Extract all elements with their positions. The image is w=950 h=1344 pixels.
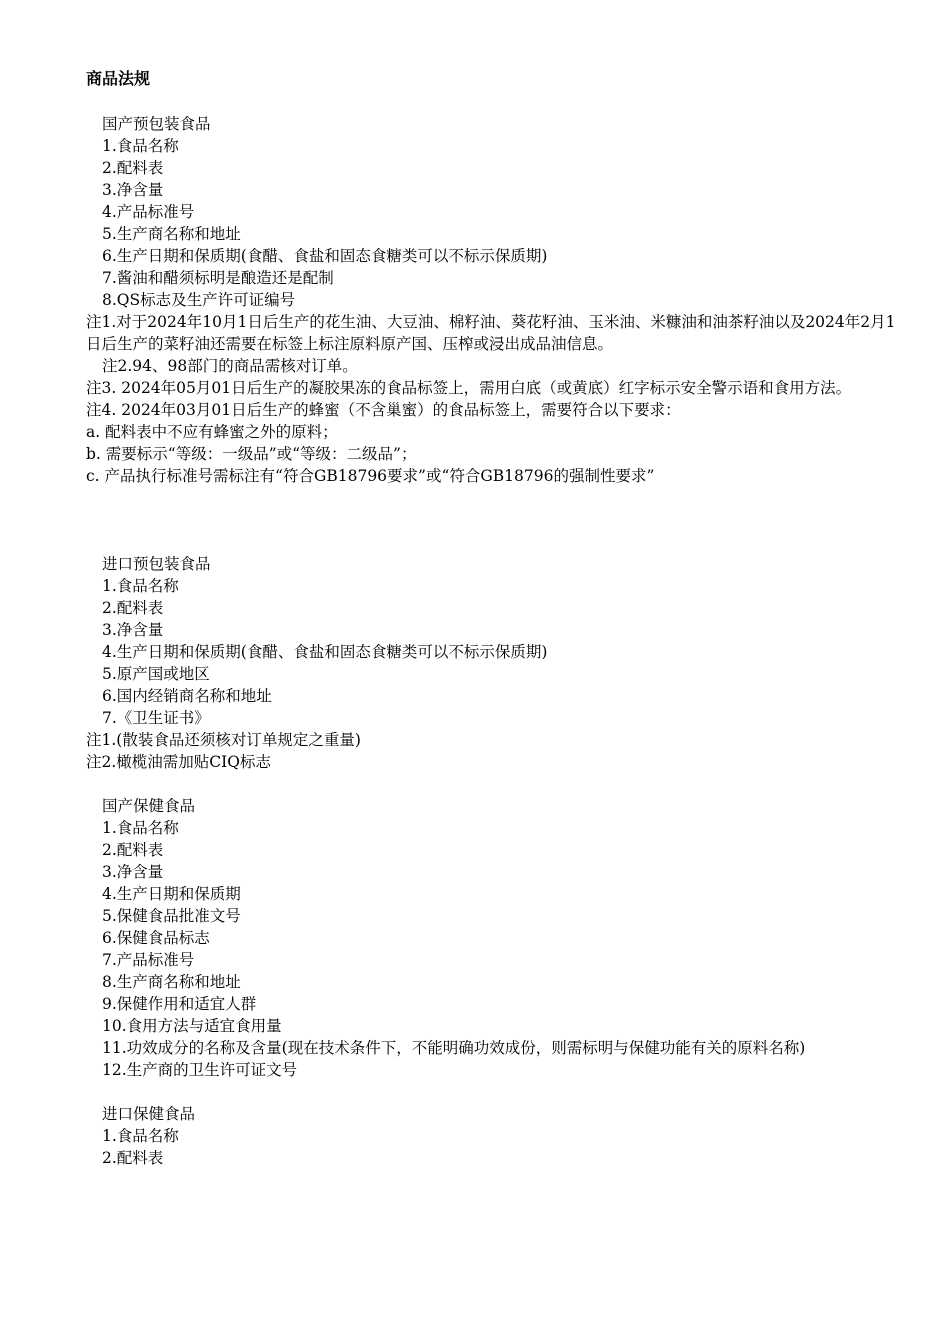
list-item: 7.产品标准号 [102,951,195,969]
list-item: 9.保健作用和适宜人群 [102,995,257,1013]
list-item: 1.食品名称 [102,577,179,595]
section-heading: 进口保健食品 [102,1105,196,1123]
list-item: 1.食品名称 [102,137,179,155]
list-item: 2.配料表 [102,841,164,859]
note-item: 注1.(散装食品还须核对订单规定之重量) [86,731,361,749]
list-item: 6.国内经销商名称和地址 [102,687,272,705]
note-item: a. 配料表中不应有蜂蜜之外的原料； [86,423,338,441]
page-title: 商品法规 [86,69,151,88]
note-item: c. 产品执行标准号需标注有“符合GB18796要求”或“符合GB18796的强制性要求” [86,467,655,485]
list-item: 3.净含量 [102,621,164,639]
note-item: 注1.对于2024年10月1日后生产的花生油、大豆油、棉籽油、葵花籽油、玉米油、米糠油和油茶籽油以及2024年2月1日后生产的菜籽油还需要在标签上标注原料原产国、压榨或浸出成品油信息。 [86,313,896,353]
section-heading: 进口预包装食品 [102,555,211,573]
list-item: 7.酱油和醋须标明是酿造还是配制 [102,269,334,287]
list-item: 6.生产日期和保质期(食醋、食盐和固态食糖类可以不标示保质期) [102,247,548,265]
list-item: 6.保健食品标志 [102,929,210,947]
list-item: 4.产品标准号 [102,203,195,221]
list-item: 2.配料表 [102,1149,164,1167]
section-imported-health-food [86,1103,906,1169]
list-item: 12.生产商的卫生许可证文号 [102,1061,298,1079]
note-item: b. 需要标示“等级：一级品”或“等级：二级品”； [86,445,417,463]
section-domestic-prepackaged-food [86,113,906,487]
list-item: 4.生产日期和保质期(食醋、食盐和固态食糖类可以不标示保质期) [102,643,548,661]
document-page [86,68,906,1191]
list-item: 2.配料表 [102,599,164,617]
list-item: 7.《卫生证书》 [102,709,210,727]
note-item: 注2.橄榄油需加贴CIQ标志 [86,753,271,771]
list-item: 5.原产国或地区 [102,665,210,683]
list-item: 5.保健食品批准文号 [102,907,241,925]
list-item: 10.食用方法与适宜食用量 [102,1017,282,1035]
note-item: 注3. 2024年05月01日后生产的凝胶果冻的食品标签上，需用白底（或黄底）红字标示安全警示语和食用方法。 [86,379,852,397]
section-heading: 国产保健食品 [102,797,196,815]
list-item: 5.生产商名称和地址 [102,225,241,243]
note-item: 注4. 2024年03月01日后生产的蜂蜜（不含巢蜜）的食品标签上，需要符合以下要求： [86,401,681,419]
list-item: 8.QS标志及生产许可证编号 [102,291,296,309]
section-imported-prepackaged-food [86,553,906,773]
spacer [86,509,906,553]
list-item: 11.功效成分的名称及含量(现在技术条件下，不能明确功效成份，则需标明与保健功能有关的原料名称) [102,1039,806,1057]
list-item: 3.净含量 [102,181,164,199]
section-domestic-health-food [86,795,906,1081]
section-heading: 国产预包装食品 [102,115,211,133]
list-item: 8.生产商名称和地址 [102,973,241,991]
list-item: 3.净含量 [102,863,164,881]
list-item: 4.生产日期和保质期 [102,885,241,903]
list-item: 2.配料表 [102,159,164,177]
list-item: 1.食品名称 [102,819,179,837]
note-item: 注2.94、98部门的商品需核对订单。 [102,357,358,375]
list-item: 1.食品名称 [102,1127,179,1145]
